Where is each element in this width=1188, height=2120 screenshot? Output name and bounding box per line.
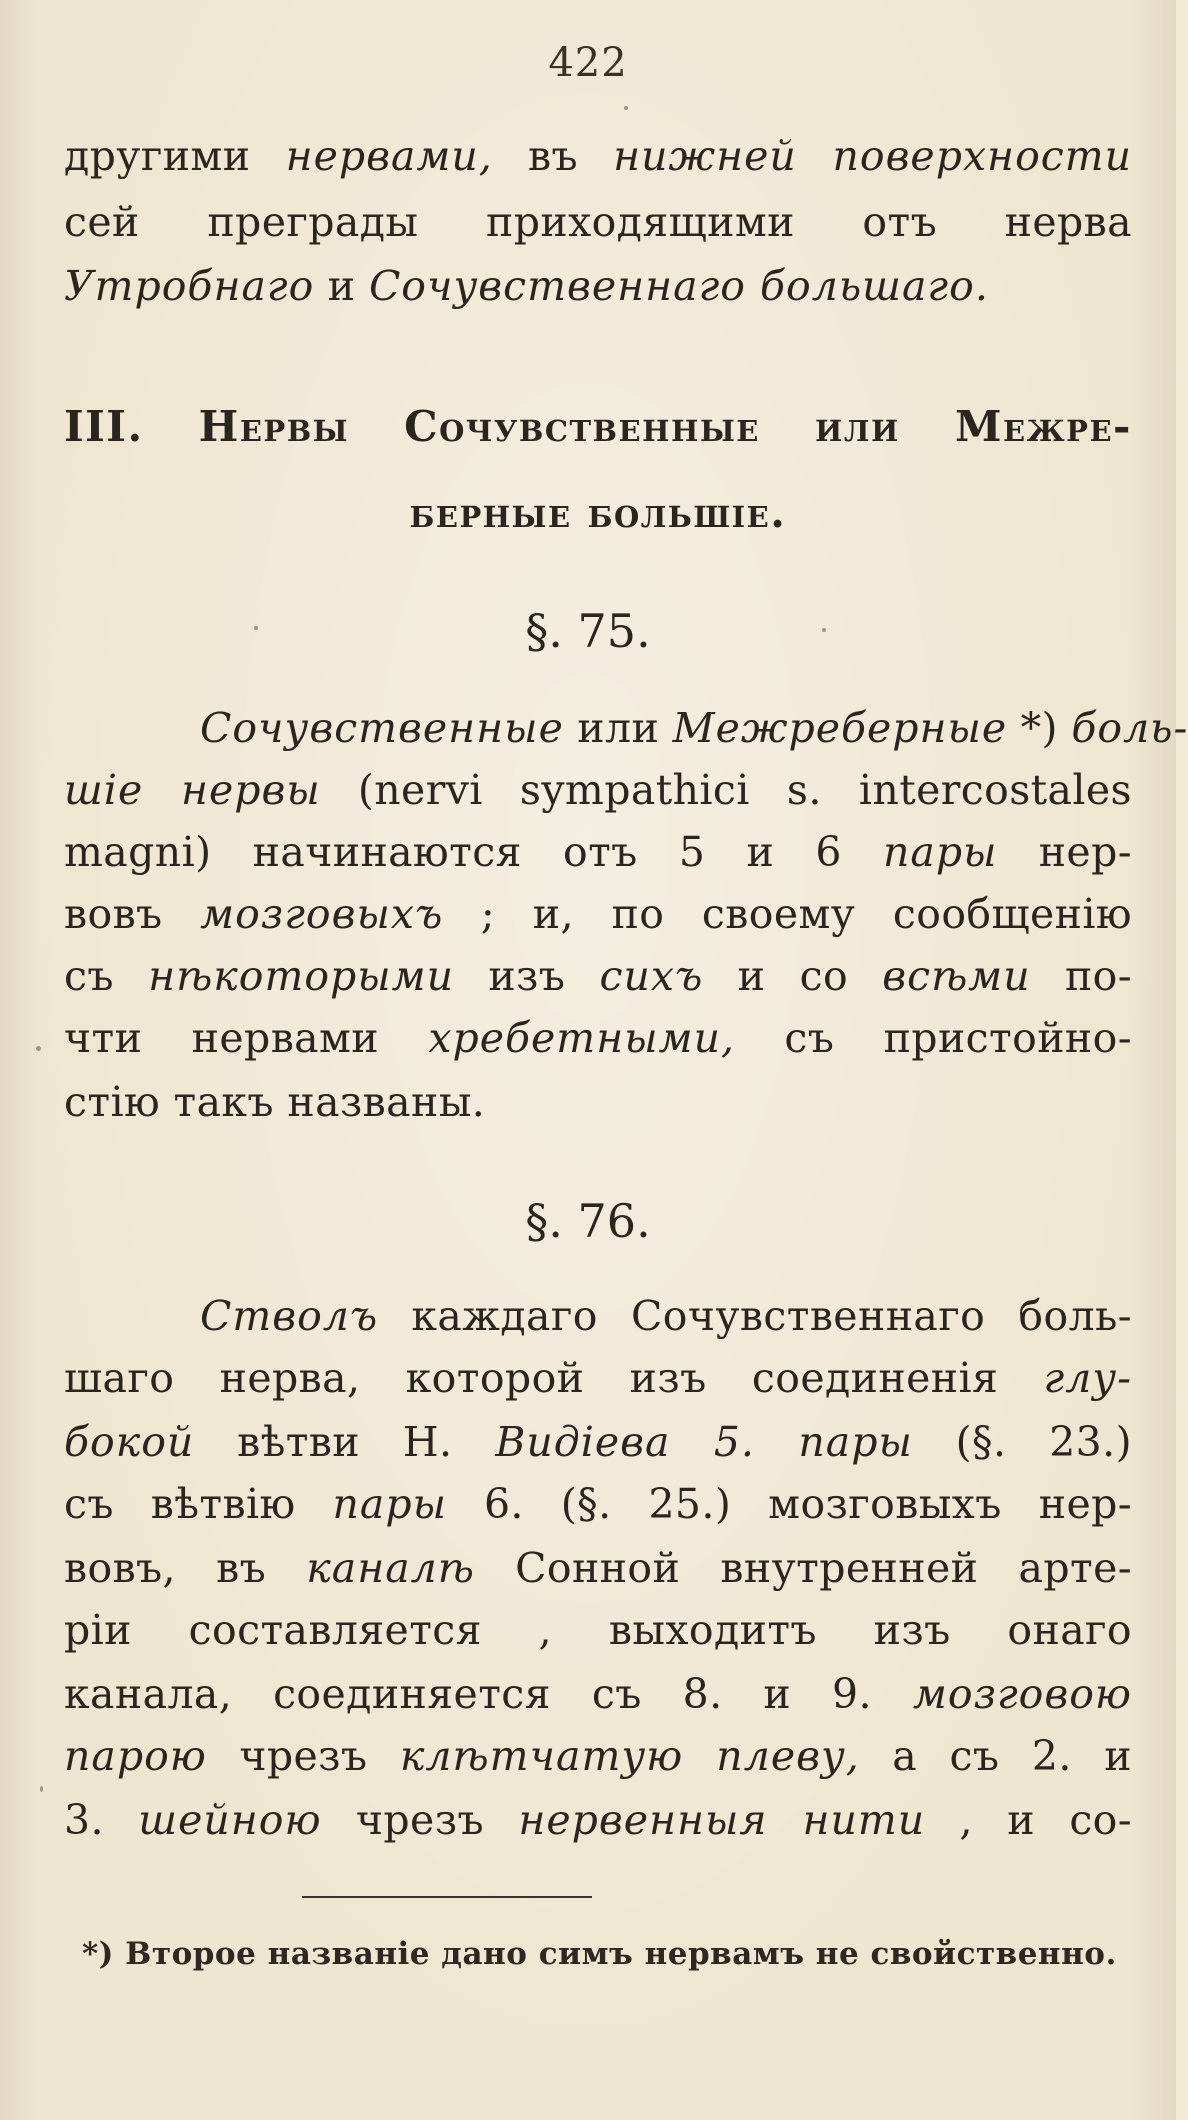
word: и со (737, 952, 849, 1000)
footnote: *) Второе названіе дано симъ нервамъ не свойственно. (82, 1936, 1117, 1972)
latin-term: (nervi sympathici s. intercostales (357, 766, 1132, 814)
word: вовъ, въ (64, 1544, 267, 1592)
text-line (64, 1350, 1132, 1406)
italic-word: мозговою (912, 1670, 1132, 1718)
text-line (64, 762, 1132, 818)
italic-word: Видіева 5. пары (495, 1418, 913, 1466)
text-line (64, 1010, 1132, 1066)
word: каждаго Сочувственнаго боль- (411, 1292, 1132, 1340)
word: magni) начинаются отъ 5 и 6 (64, 828, 842, 876)
word: съ пристойно- (784, 1014, 1132, 1062)
section-heading-line-1: III. Нервы Сочувственные или Межре- (64, 402, 1132, 451)
text-line (200, 1288, 1132, 1344)
page-number: 422 (548, 40, 628, 86)
text-line (64, 886, 1132, 942)
text-line (64, 1414, 1132, 1470)
text-line (64, 948, 1132, 1004)
italic-word: Утробнаго (64, 262, 315, 310)
text-line: стію такъ названы. (64, 1078, 486, 1126)
word: въ (527, 132, 578, 180)
text-line (64, 1540, 1132, 1596)
word: вѣтви Н. (237, 1418, 453, 1466)
italic-word: Стволъ (200, 1292, 379, 1340)
word: (§. 23.) (955, 1418, 1132, 1466)
text-line (200, 700, 1188, 756)
word: ; и, по своему сообщенію (480, 890, 1133, 938)
text-line (64, 1792, 1132, 1848)
italic-word: мозговыхъ (200, 890, 444, 938)
word: канала, соединяется съ 8. и 9. (64, 1670, 872, 1718)
italic-word: Сочувственные (200, 704, 564, 752)
footnote-rule (302, 1896, 592, 1898)
section-heading-line-2: берные большіе. (409, 488, 787, 537)
word: , и со- (959, 1796, 1133, 1844)
word: а съ 2. и (892, 1732, 1132, 1780)
section-mark-75: §. 75. (525, 604, 651, 658)
italic-word: Сочувственнаго большаго. (368, 262, 989, 310)
word: чти нервами (64, 1014, 380, 1062)
text-line (64, 1476, 1132, 1532)
word: и (327, 262, 356, 310)
italic-word: нѣкоторыми (148, 952, 455, 1000)
italic-word: боль- (1071, 704, 1188, 752)
word: съ вѣтвію (64, 1480, 296, 1528)
word: съ (64, 952, 114, 1000)
word: вовъ (64, 890, 163, 938)
footnote-marker: *) (1020, 704, 1058, 752)
word: нер- (1038, 828, 1132, 876)
text-line: ріи составляется , выходитъ изъ онаго (64, 1606, 1132, 1654)
word: изъ (488, 952, 566, 1000)
paper-speck (36, 1046, 41, 1051)
text-line: сей преграды приходящими отъ нерва (64, 198, 1132, 246)
italic-word: Межреберные (672, 704, 1008, 752)
text-line (64, 1666, 1132, 1722)
italic-word: шіе нервы (64, 766, 321, 814)
italic-word: хребетными, (428, 1014, 736, 1062)
text-line (64, 1728, 1132, 1784)
italic-word: пары (332, 1480, 447, 1528)
word: Сонной внутренней арте- (515, 1544, 1132, 1592)
word: по- (1064, 952, 1133, 1000)
section-mark-76: §. 76. (525, 1194, 651, 1248)
italic-word: нервами, (285, 132, 493, 180)
word: чрезъ (355, 1796, 484, 1844)
word: или (577, 704, 660, 752)
text-line (64, 824, 1132, 880)
italic-word: бокой (64, 1418, 195, 1466)
paper-speck (822, 628, 826, 632)
paper-speck (40, 1786, 43, 1792)
word: 6. (§. 25.) мозговыхъ нер- (483, 1480, 1133, 1528)
word: шаго нерва, которой изъ соединенія (64, 1354, 999, 1402)
word: 3. (64, 1796, 104, 1844)
italic-word: глу- (1043, 1354, 1132, 1402)
italic-word: сихъ (599, 952, 704, 1000)
italic-word: всѣми (882, 952, 1031, 1000)
italic-word: парою (64, 1732, 207, 1780)
italic-word: нижней поверхности (613, 132, 1132, 180)
word: другими (64, 132, 251, 180)
paper-speck (254, 626, 258, 630)
italic-word: клѣтчатую плеву, (399, 1732, 860, 1780)
text-line (64, 128, 1132, 184)
word: чрезъ (239, 1732, 368, 1780)
paper-speck (624, 106, 628, 110)
italic-word: шейною (138, 1796, 322, 1844)
text-line (64, 258, 1132, 314)
italic-word: пары (883, 828, 998, 876)
italic-word: нервенныя нити (518, 1796, 926, 1844)
italic-word: каналѣ (306, 1544, 475, 1592)
